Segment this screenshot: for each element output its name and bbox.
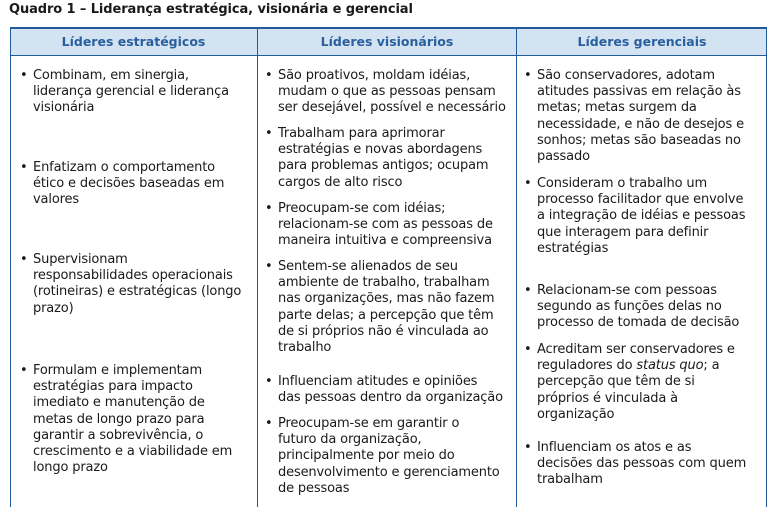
header-managerial: Líderes gerenciais xyxy=(577,34,707,49)
column-divider-2 xyxy=(516,29,517,507)
table-title: Quadro 1 – Liderança estratégica, visionária e gerencial xyxy=(9,2,413,17)
column-divider-1 xyxy=(257,29,258,507)
table-header xyxy=(10,29,767,56)
border-left xyxy=(10,29,11,507)
header-visionary: Líderes visionários xyxy=(320,34,454,49)
status-quo-item: Acreditam ser conservadores e reguladores do status quo; a percepção que têm de si próprios é vinculada à organização xyxy=(537,342,735,422)
comparison-table: Líderes estratégicos Líderes visionários Líderes gerenciais • Combinam, em sinergia, liderança gerencial e liderança visionária • Enfatizam o comportamento ético e decisões baseadas em valores • Supervisionam responsabilidades operacionais (rotineiras) e estratégicas (longo prazo) • Formulam e implementam estratégias para impacto imediato e manutenção de metas de longo prazo para garantir a sobrevivência, o crescimento e a viabilidade em longo prazo • São proativos, moldam idéias, mudam o que as pessoas pensam ser desejável, possível e necessário • Trabalham para aprimorar estratégias e novas abordagens para problemas antigos; ocupam cargos de alto risco • Preocupam-se com idéias; relacionam-se com as pessoas de maneira intuitiva e compreensiva • Sentem-se alienados de seu ambiente de trabalho, trabalham nas organizações, mas não fazem parte delas; a percepção que têm de si próprios não é vinculada ao trabalho • Influenciam atitudes e opiniões das pessoas dentro da organização • Preocupam-se em garantir o futuro da organização, principalmente por meio do desenvolvimento e gerenciamento de pessoas • São conservadores, adotam atitudes passivas em relação às metas; metas surgem da necessidade, e não de desejos e sonhos; metas são baseadas no passado • Consideram o trabalho um processo facilitador que envolve a integração de idéias e pessoas que interagem para definir estratégias • Relacionam-se com pessoas segundo as funções delas no processo de tomada de decisão • Acreditam ser conservadores e reguladores do status quo; a percepção que têm de si próprios é vinculada à organização • Influenciam os atos e as decisões das pessoas com quem trabalham xyxy=(10,27,767,507)
header-strategic: Líderes estratégicos xyxy=(61,34,206,49)
border-right xyxy=(766,29,767,507)
